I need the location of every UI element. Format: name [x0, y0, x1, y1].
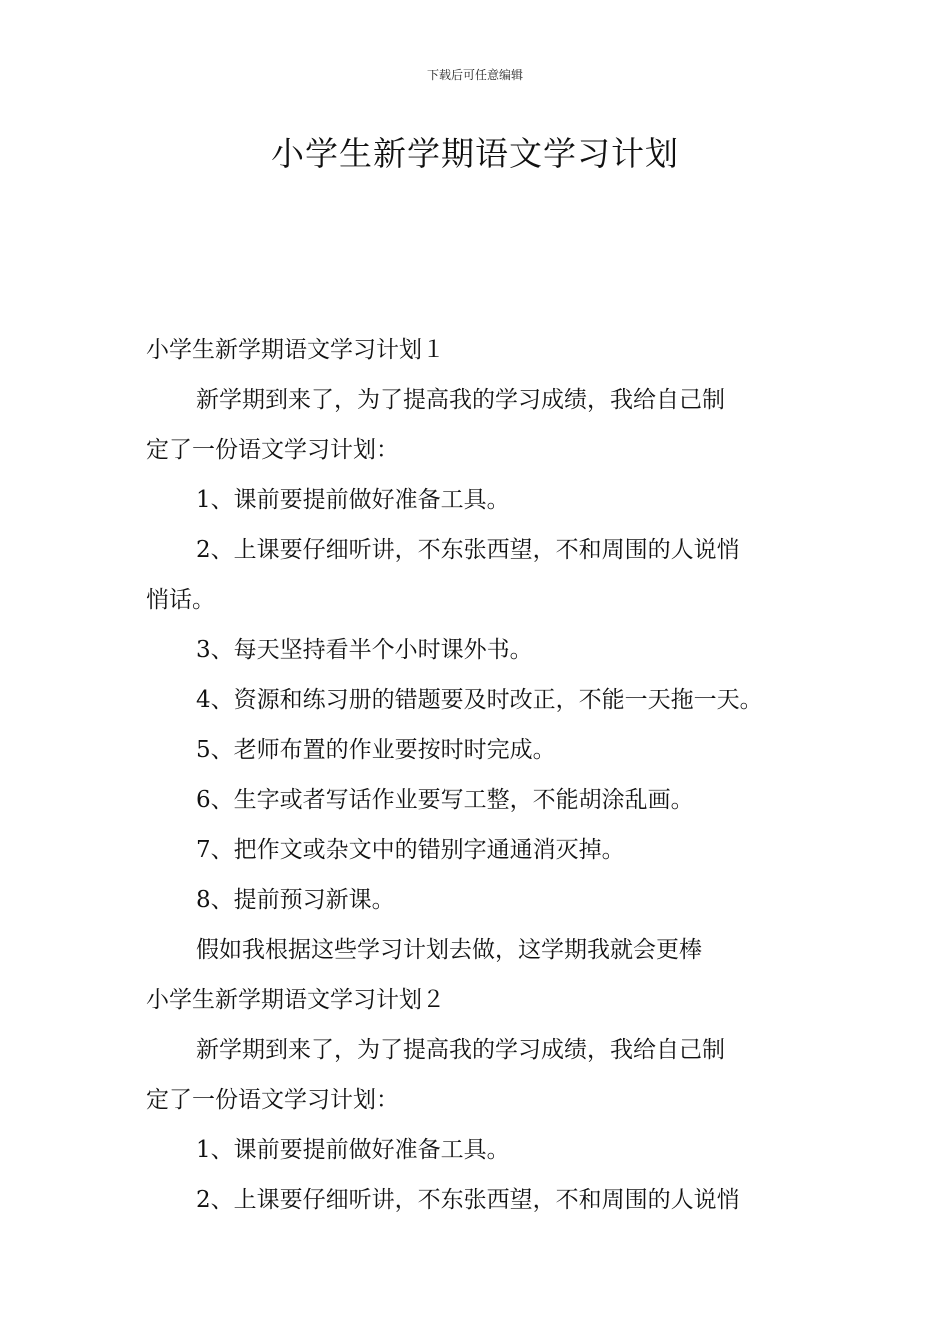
- paragraph-line: 新学期到来了，为了提高我的学习成绩，我给自己制: [196, 1037, 725, 1063]
- list-item: 8、提前预习新课。: [196, 887, 395, 913]
- list-item: 1、课前要提前做好准备工具。: [196, 1137, 510, 1163]
- paragraph-line: 假如我根据这些学习计划去做，这学期我就会更棒: [196, 937, 702, 963]
- section-heading-1: 小学生新学期语文学习计划１: [146, 337, 445, 363]
- list-item: 5、老师布置的作业要按时时完成。: [196, 737, 556, 763]
- list-item: 6、生字或者写话作业要写工整，不能胡涂乱画。: [196, 787, 694, 813]
- paragraph-line: 新学期到来了，为了提高我的学习成绩，我给自己制: [196, 387, 725, 413]
- paragraph-line: 定了一份语文学习计划：: [146, 1087, 399, 1113]
- list-item: 3、每天坚持看半个小时课外书。: [196, 637, 533, 663]
- list-item: 1、课前要提前做好准备工具。: [196, 487, 510, 513]
- list-item: 7、把作文或杂文中的错别字通通消灭掉。: [196, 837, 625, 863]
- list-item: 2、上课要仔细听讲，不东张西望，不和周围的人说悄: [196, 1187, 740, 1213]
- list-item: 2、上课要仔细听讲，不东张西望，不和周围的人说悄: [196, 537, 740, 563]
- paragraph-line: 悄话。: [146, 587, 215, 613]
- header-note: 下载后可任意编辑: [426, 68, 523, 82]
- paragraph-line: 定了一份语文学习计划：: [146, 437, 399, 463]
- list-item: 4、资源和练习册的错题要及时改正，不能一天拖一天。: [196, 687, 763, 713]
- document-title: 小学生新学期语文学习计划: [271, 134, 679, 173]
- section-heading-2: 小学生新学期语文学习计划２: [146, 987, 445, 1013]
